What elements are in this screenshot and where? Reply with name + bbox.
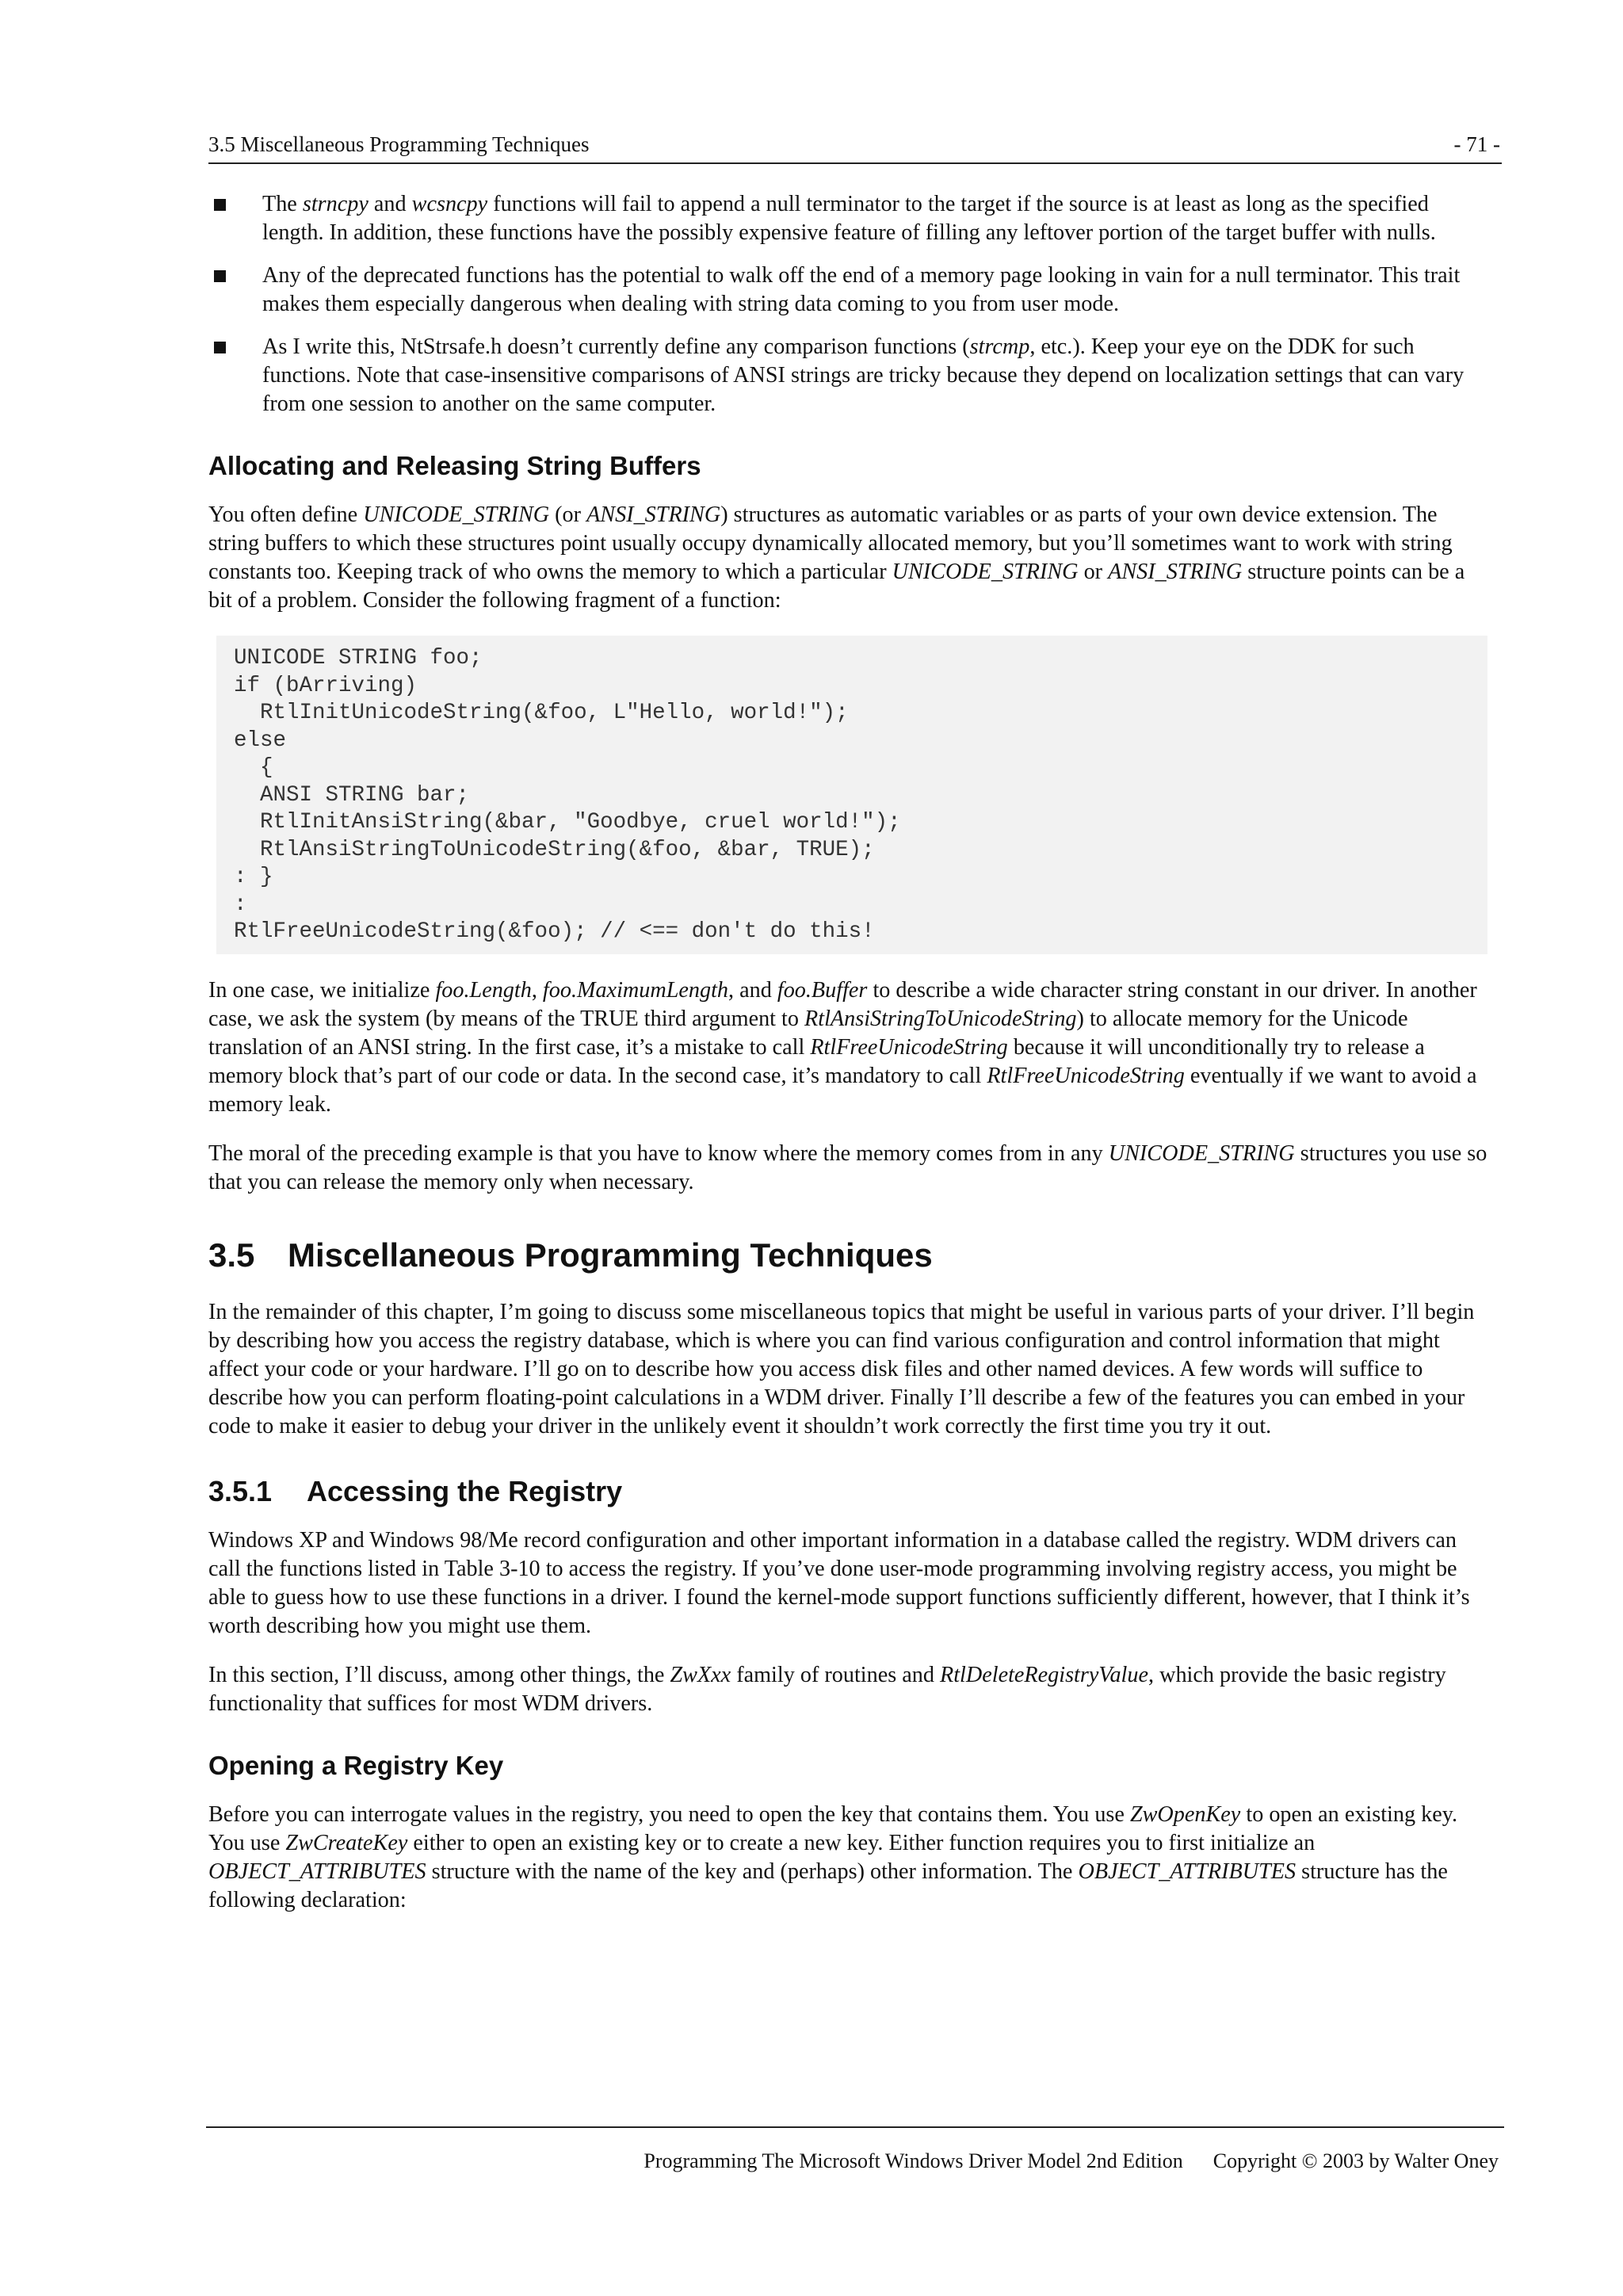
paragraph: Windows XP and Windows 98/Me record configuration and other important information in a database called the registry. WDM drivers can call the functions listed in Table 3-10 to access the registry. If you’ve done user-mode programming involving registry access, you might be able to guess how to use these functions in a driver. I found the kernel-mode support functions sufficiently different, however, that I think it’s worth describing how you might use them. (208, 1527, 1470, 1638)
section-title: Miscellaneous Programming Techniques (288, 1236, 933, 1274)
paragraph: In the remainder of this chapter, I’m going to discuss some miscellaneous topics that might be useful in various parts of your driver. I’ll begin by describing how you access the registry database, which is where you can find various configuration and control information that might affect your code or your hardware. I’ll go on to describe how you access disk files and other named devices. A few words will suffice to describe how you can perform floating-point calculations in a WDM driver. Finally I’ll describe a few of the features you can embed in your code to make it easier to debug your driver in the unlikely event it shouldn’t work correctly the first time you try it out. (208, 1299, 1475, 1438)
square-bullet-icon (214, 270, 226, 282)
section-number: 3.5 (208, 1236, 255, 1274)
page-footer (643, 2149, 1499, 2173)
code-line: if (bArriving) (234, 673, 418, 698)
footer-copyright: Copyright © 2003 by Walter Oney (1212, 2149, 1499, 2172)
paragraph: In this section, I’ll discuss, among other things, the ZwXxx family of routines and RtlDeleteRegistryValue, which provide the basic registry functionality that suffices for most WDM drivers. (208, 1662, 1446, 1716)
subheading-opening-registry-key: Opening a Registry Key (208, 1750, 504, 1780)
footer-rule (206, 2126, 1504, 2128)
code-line: : (234, 892, 247, 917)
code-line: RtlAnsiStringToUnicodeString(&foo, &bar, TRUE); (234, 837, 875, 862)
paragraph: In one case, we initialize foo.Length, foo.MaximumLength, and foo.Buffer to describe a wide character string constant in our driver. In another case, we ask the system (by means of the TRUE third argument to RtlAnsiStringToUnicodeString) to allocate memory for the Unicode translation of an ANSI string. In the first case, it’s a mistake to call RtlFreeUnicodeString because it will unconditionally try to release a memory block that’s part of our code or data. In the second case, it’s mandatory to call RtlFreeUnicodeString eventually if we want to avoid a memory leak. (208, 977, 1477, 1117)
running-header (208, 131, 1502, 164)
section-heading-3-5-1 (208, 1474, 1492, 1509)
header-section-title: 3.5 Miscellaneous Programming Techniques (208, 132, 590, 156)
subheading-allocating-buffers: Allocating and Releasing String Buffers (208, 451, 701, 480)
code-line: else (234, 728, 287, 753)
document-page (208, 0, 1502, 2296)
code-line: { (234, 755, 273, 780)
square-bullet-icon (214, 199, 226, 211)
section-title: Accessing the Registry (307, 1474, 623, 1507)
footer-book-title: Programming The Microsoft Windows Driver Model 2nd Edition (643, 2149, 1183, 2172)
code-block (216, 636, 1487, 954)
paragraph: The moral of the preceding example is that you have to know where the memory comes from in any UNICODE_STRING structures you use so that you can release the memory only when necessary. (208, 1140, 1487, 1194)
code-line: RtlInitUnicodeString(&foo, L"Hello, world!"); (234, 701, 849, 725)
bullet-item: The strncpy and wcsncpy functions will fail to append a null terminator to the target if the source is at least as long as the specified length. In addition, these functions have the possibly expensive feature of filling any leftover portion of the target buffer with nulls. (208, 190, 1492, 247)
code-line: RtlFreeUnicodeString(&foo); // <== don't do this! (234, 919, 875, 944)
section-number: 3.5.1 (208, 1474, 273, 1507)
paragraph: You often define UNICODE_STRING (or ANSI_STRING) structures as automatic variables or as parts of your own device extension. The string buffers to which these structures point usually occupy dynamically allocated memory, but you’ll sometimes want to work with string constants too. Keeping track of who owns the memory to which a particular UNICODE_STRING or ANSI_STRING structure points can be a bit of a problem. Consider the following fragment of a function: (208, 502, 1465, 613)
bullet-item: Any of the deprecated functions has the potential to walk off the end of a memory page looking in vain for a null terminator. This trait makes them especially dangerous when dealing with string data coming to you from user mode. (208, 262, 1492, 319)
code-line: RtlInitAnsiString(&bar, "Goodbye, cruel world!"); (234, 810, 901, 835)
page-body (208, 190, 1492, 1935)
bullet-item: As I write this, NtStrsafe.h doesn’t currently define any comparison functions (strcmp, etc.). Keep your eye on the DDK for such functions. Note that case-insensitive comparisons of ANSI strings are tricky because they depend on localization settings that can vary from one session to another on the same computer. (208, 333, 1492, 418)
section-heading-3-5 (208, 1235, 1492, 1276)
code-line: : } (234, 865, 273, 889)
square-bullet-icon (214, 342, 226, 353)
paragraph: Before you can interrogate values in the registry, you need to open the key that contains them. You use ZwOpenKey to open an existing key. You use ZwCreateKey either to open an existing key or to create a new key. Either function requires you to first initialize an OBJECT_ATTRIBUTES structure with the name of the key and (perhaps) other information. The OBJECT_ATTRIBUTES structure has the following declaration: (208, 1801, 1458, 1912)
code-line: ANSI STRING bar; (234, 782, 470, 808)
code-line: UNICODE STRING foo; (234, 646, 483, 670)
header-page-number: - 71 - (1453, 132, 1500, 156)
